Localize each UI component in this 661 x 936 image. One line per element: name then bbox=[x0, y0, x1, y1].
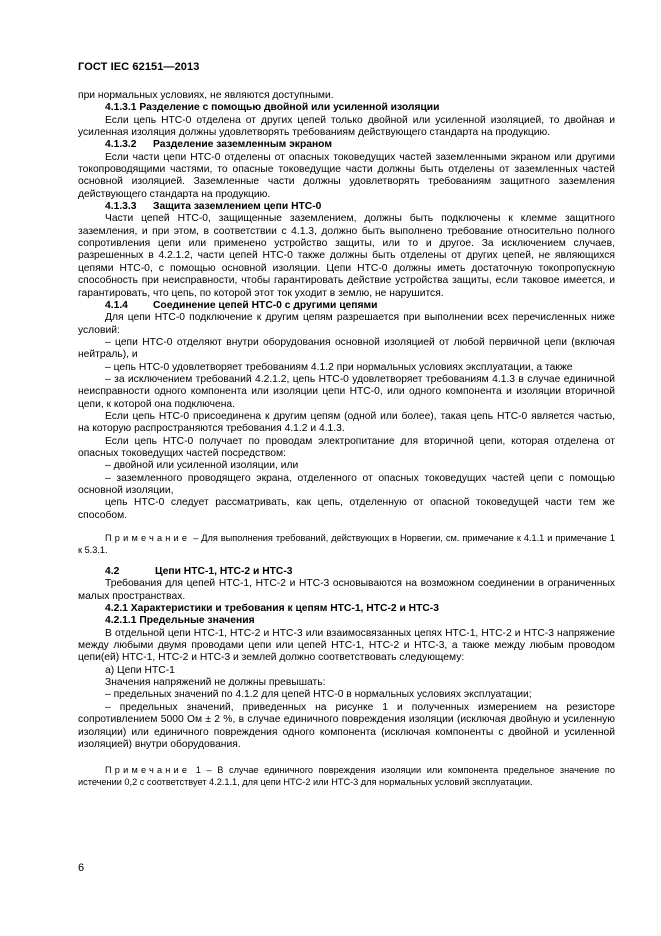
document-body bbox=[78, 90, 615, 788]
note-text: – Для выполнения требований, действующих в Норвегии, см. примечание к 4.1.1 и примечание 1 к 5.3.1. bbox=[78, 533, 615, 555]
section-heading-4-1-3-2 bbox=[78, 139, 615, 151]
paragraph: Части цепей НТС-0, защищенные заземлением, должны быть подключены к клемме защитного заземления, и при этом, в соответствии с 4.1.3, должно быть выполнено требование относительно полного сопротивления цепи или применено устройство защиты, или то и другое. За исключением случаев, разрешенных в 4.2.1.2, части цепей НТС-0 также должны быть отделены от других цепей, не являющихся цепями НТС-0, с помощью основной изоляции. Цепи НТС-0 должны иметь достаточную токопропускную способность при неисправности, чтобы гарантировать действие устройства защиты, если таковое имеется, и гарантировать, что цепь, по которой этот ток уходит в землю, не нарушится. bbox=[78, 213, 615, 299]
paragraph: Если цепь НТС-0 получает по проводам электропитание для вторичной цепи, которая отделена от опасных токоведущих частей посредством: bbox=[78, 435, 615, 459]
paragraph: цепь НТС-0 следует рассматривать, как цепь, отделенную от опасной токоведущей части тем же способом. bbox=[78, 497, 615, 521]
paragraph: Если цепь НТС-0 присоединена к другим цепям (одной или более), такая цепь НТС-0 является частью, на которую распространяются требования 4.1.2 и 4.1.3. bbox=[78, 410, 615, 435]
list-item: – двойной или усиленной изоляции, или bbox=[105, 460, 299, 472]
section-title: Цепи НТС-1, НТС-2 и НТС-3 bbox=[155, 566, 293, 578]
note-label: Примечание bbox=[105, 765, 191, 776]
list-item: – предельных значений по 4.1.2 для цепей НТС-0 в нормальных условиях эксплуатации; bbox=[105, 689, 532, 701]
paragraph: при нормальных условиях, не являются доступными. bbox=[78, 90, 334, 101]
note bbox=[78, 533, 615, 556]
list-item: – предельных значений, приведенных на рисунке 1 и полученных измерением на резисторе сопротивлением 5000 Ом ± 2 %, в случае единичного повреждения изоляции (исключая двойную и усиленную изоляции) или единичного повреждения одного компонента (исключая компоненты с двойной и усиленной изоляцией) внутри оборудования. bbox=[78, 701, 615, 750]
list-item: – за исключением требований 4.2.1.2, цепь НТС-0 удовлетворяет требованиям 4.1.3 в случае единичной неисправности одного компонента или изоляции цепи НТС-0, или одного компонента и изоляции вторичной цепи, к которой она подключена. bbox=[78, 373, 615, 410]
list-item: – заземленного проводящего экрана, отделенного от опасных токоведущих частей цепи с помощью основной изоляции, bbox=[78, 472, 615, 496]
paragraph: Требования для цепей НТС-1, НТС-2 и НТС-3 основываются на возможном соединении в ограниченных малых пространствах. bbox=[78, 578, 615, 602]
section-number: 4.1.3.3 bbox=[105, 201, 137, 213]
list-heading: a) Цепи НТС-1 bbox=[105, 664, 175, 676]
paragraph: В отдельной цепи НТС-1, НТС-2 и НТС-3 или взаимосвязанных цепях НТС-1, НТС-2 и НТС-3 напряжение между любыми двумя проводами цепи или цепей НТС-1, НТС-2 и НТС-3, а также между любым проводом цепи(ей) НТС-1, НТС-2 и НТС-3 и землей должно соответствовать следующему: bbox=[78, 627, 615, 664]
section-number: 4.2 bbox=[105, 566, 120, 578]
section-heading-4-2-1: 4.2.1 Характеристики и требования к цепям НТС-1, НТС-2 и НТС-3 bbox=[105, 603, 439, 615]
paragraph: Если части цепи НТС-0 отделены от опасных токоведущих частей заземленными экраном или другими токопроводящими частями, то опасные токоведущие части должны быть отделены от заземленных частей основной изоляцией. Заземленные части должны удовлетворять требованиям защитного заземления действующего стандарта на продукцию. bbox=[78, 151, 615, 200]
section-title: Разделение заземленным экраном bbox=[153, 139, 332, 151]
page-number: 6 bbox=[78, 862, 85, 874]
paragraph: Значения напряжений не должны превышать: bbox=[105, 677, 326, 689]
note-label: Примечание bbox=[105, 533, 191, 544]
section-number: 4.1.4 bbox=[105, 299, 128, 311]
note-text: 1 – В случае единичного повреждения изоляции или компонента предельное значение по истечении 0,2 с соответствует 4.2.1.1, для цепи НТС-2 или НТС-3 для нормальных условий эксплуатации. bbox=[78, 765, 615, 787]
section-heading-4-1-3-3 bbox=[78, 201, 615, 213]
paragraph: Если цепь НТС-0 отделена от других цепей только двойной или усиленной изоляцией, то двойная и усиленная изоляция должны удовлетворять требованиям действующего стандарта на продукцию. bbox=[78, 114, 615, 139]
section-heading-4-1-3-1: 4.1.3.1 Разделение с помощью двойной или усиленной изоляции bbox=[105, 102, 440, 114]
section-heading-4-2 bbox=[78, 566, 615, 578]
document-header: ГОСТ IEC 62151—2013 bbox=[78, 61, 200, 73]
note bbox=[78, 765, 615, 788]
section-heading-4-1-4 bbox=[78, 300, 615, 312]
section-heading-4-2-1-1: 4.2.1.1 Предельные значения bbox=[105, 615, 255, 627]
list-item: – цепи НТС-0 отделяют внутри оборудования основной изоляцией от любой первичной цепи (включая нейтраль), и bbox=[78, 336, 615, 361]
section-number: 4.1.3.2 bbox=[105, 139, 137, 151]
paragraph: Для цепи НТС-0 подключение к другим цепям разрешается при выполнении всех перечисленных ниже условий: bbox=[78, 312, 615, 336]
section-title: Соединение цепей НТС-0 с другими цепями bbox=[153, 299, 378, 311]
list-item: – цепь НТС-0 удовлетворяет требованиям 4.1.2 при нормальных условиях эксплуатации, а также bbox=[105, 361, 573, 373]
section-title: Защита заземлением цепи НТС-0 bbox=[153, 201, 322, 213]
